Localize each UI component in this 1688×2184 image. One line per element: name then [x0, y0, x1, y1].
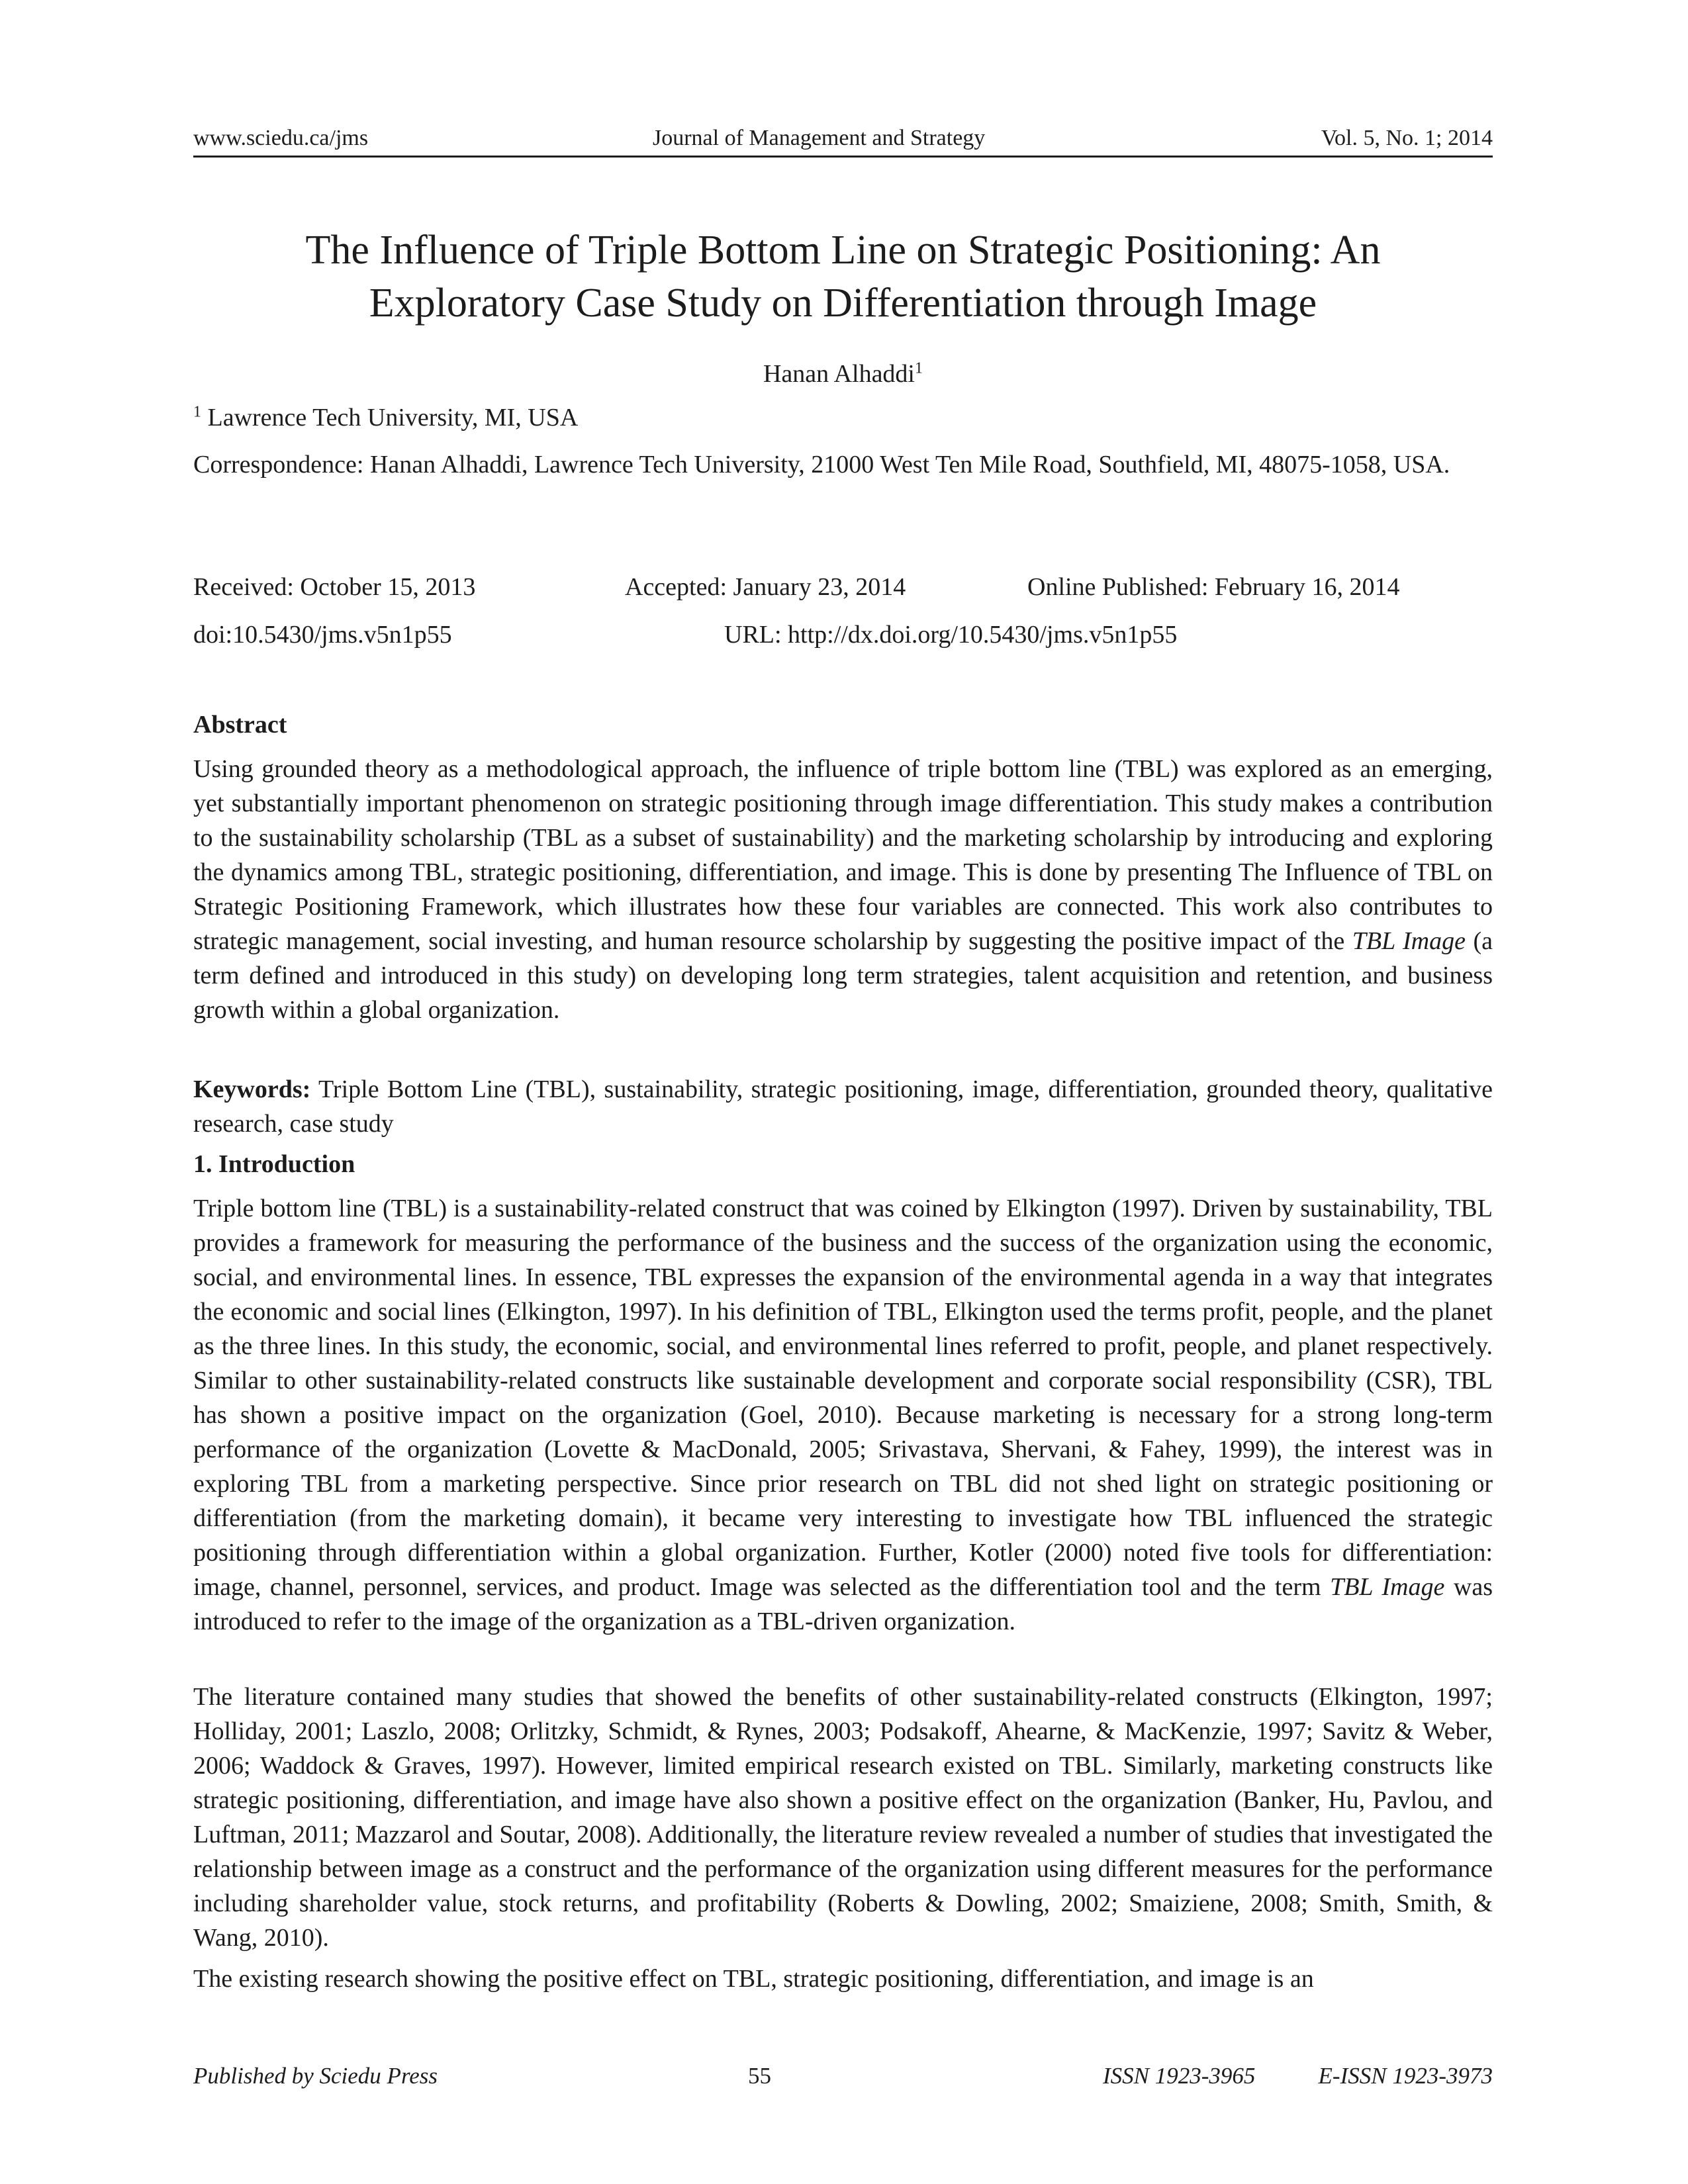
- intro-p1-text-1: Triple bottom line (TBL) is a sustainability-related construct that was coined by Elkington (1997). Driven by sustainability, TBL provides a framework for measuring the performance of the business and the success of the organization using the economic, social, and environmental lines. In essence, TBL expresses the expansion of the environmental agenda in a way that integrates the economic and social lines (Elkington, 1997). In his definition of TBL, Elkington used the terms profit, people, and the planet as the three lines. In this study, the economic, social, and environmental lines referred to profit, people, and planet respectively. Similar to other sustainability-related constructs like sustainable development and corporate social responsibility (CSR), TBL has shown a positive impact on the organization (Goel, 2010). Because marketing is necessary for a strong long-term performance of the organization (Lovette & MacDonald, 2005; Srivastava, Shervani, & Fahey, 1999), the interest was in exploring TBL from a marketing perspective. Since prior research on TBL did not shed light on strategic positioning or differentiation (from the marketing domain), it became very interesting to investigate how TBL influenced the strategic positioning through differentiation within a global organization. Further, Kotler (2000) noted five tools for differentiation: image, channel, personnel, services, and product. Image was selected as the differentiation tool and the term: [193, 1195, 1493, 1601]
- doi-url: URL: http://dx.doi.org/10.5430/jms.v5n1p55: [724, 621, 1178, 649]
- author-affiliation-mark: 1: [915, 359, 923, 377]
- keywords-label: Keywords:: [193, 1075, 311, 1103]
- article-title: [193, 224, 1493, 330]
- footer-page-number: 55: [748, 2063, 771, 2089]
- introduction-paragraph-1: [193, 1191, 1493, 1639]
- header-journal-name: Journal of Management and Strategy: [653, 126, 986, 150]
- header-volume: Vol. 5, No. 1; 2014: [1321, 126, 1493, 150]
- published-date: Online Published: February 16, 2014: [1027, 573, 1400, 601]
- footer-publisher: Published by Sciedu Press: [193, 2063, 438, 2089]
- abstract-paragraph: [193, 752, 1493, 1027]
- keywords-paragraph: [193, 1072, 1493, 1141]
- running-header: [193, 123, 1493, 154]
- footer-eissn: E-ISSN 1923-3973: [1318, 2063, 1493, 2089]
- correspondence: Correspondence: Hanan Alhaddi, Lawrence Tech University, 21000 West Ten Mile Road, Southfield, MI, 48075-1058, USA.: [193, 451, 1450, 478]
- footer-issn: ISSN 1923-3965: [1103, 2063, 1256, 2089]
- affiliation-text: Lawrence Tech University, MI, USA: [207, 404, 579, 432]
- abstract-text-1: Using grounded theory as a methodological approach, the influence of triple bottom line (TBL) was explored as an emerging, yet substantially important phenomenon on strategic positioning through image differentiation. This study makes a contribution to the sustainability scholarship (TBL as a subset of sustainability) and the marketing scholarship by introducing and exploring the dynamics among TBL, strategic positioning, differentiation, and image. This is done by presenting The Influence of TBL on Strategic Positioning Framework, which illustrates how these four variables are connected. This work also contributes to strategic management, social investing, and human resource scholarship by suggesting the positive impact of the: [193, 755, 1493, 955]
- accepted-date: Accepted: January 23, 2014: [625, 573, 906, 601]
- author-name: Hanan Alhaddi: [763, 360, 915, 388]
- introduction-paragraph-2: The literature contained many studies that showed the benefits of other sustainability-related constructs (Elkington, 1997; Holliday, 2001; Laszlo, 2008; Orlitzky, Schmidt, & Rynes, 2003; Podsakoff, Ahearne, & MacKenzie, 1997; Savitz & Weber, 2006; Waddock & Graves, 1997). However, limited empirical research existed on TBL. Similarly, marketing constructs like strategic positioning, differentiation, and image have also shown a positive effect on the organization (Banker, Hu, Pavlou, and Luftman, 2011; Mazzarol and Soutar, 2008). Additionally, the literature review revealed a number of studies that investigated the relationship between image as a construct and the performance of the organization using different measures for the performance including shareholder value, stock returns, and profitability (Roberts & Dowling, 2002; Smaiziene, 2008; Smith, Smith, & Wang, 2010).: [193, 1683, 1493, 1952]
- affiliation: [193, 401, 1493, 434]
- doi: doi:10.5430/jms.v5n1p55: [193, 621, 452, 649]
- intro-p1-text-2: was introduced to refer to the image of the organization as a TBL-driven organization.: [193, 1573, 1493, 1635]
- intro-p1-term-tbl-image: TBL Image: [1330, 1573, 1445, 1601]
- abstract-heading: Abstract: [193, 711, 287, 739]
- abstract-term-tbl-image: TBL Image: [1352, 927, 1466, 955]
- header-rule: [193, 156, 1493, 158]
- title-line-1: The Influence of Triple Bottom Line on Strategic Positioning: An: [305, 228, 1381, 273]
- abstract-text-2: (a term defined and introduced in this study) on developing long term strategies, talent acquisition and retention, and business growth within a global organization.: [193, 927, 1493, 1024]
- keywords-text: Triple Bottom Line (TBL), sustainability, strategic positioning, image, differentiation, grounded theory, qualitative research, case study: [193, 1075, 1493, 1138]
- affiliation-mark: 1: [193, 403, 201, 421]
- received-date: Received: October 15, 2013: [193, 573, 476, 601]
- title-line-2: Exploratory Case Study on Differentiation through Image: [369, 281, 1317, 326]
- header-website: www.sciedu.ca/jms: [193, 126, 369, 150]
- author-line: [193, 357, 1493, 390]
- introduction-heading: 1. Introduction: [193, 1150, 355, 1178]
- introduction-paragraph-3: The existing research showing the positive effect on TBL, strategic positioning, differentiation, and image is an: [193, 1965, 1314, 1993]
- page-footer: [193, 2060, 1493, 2093]
